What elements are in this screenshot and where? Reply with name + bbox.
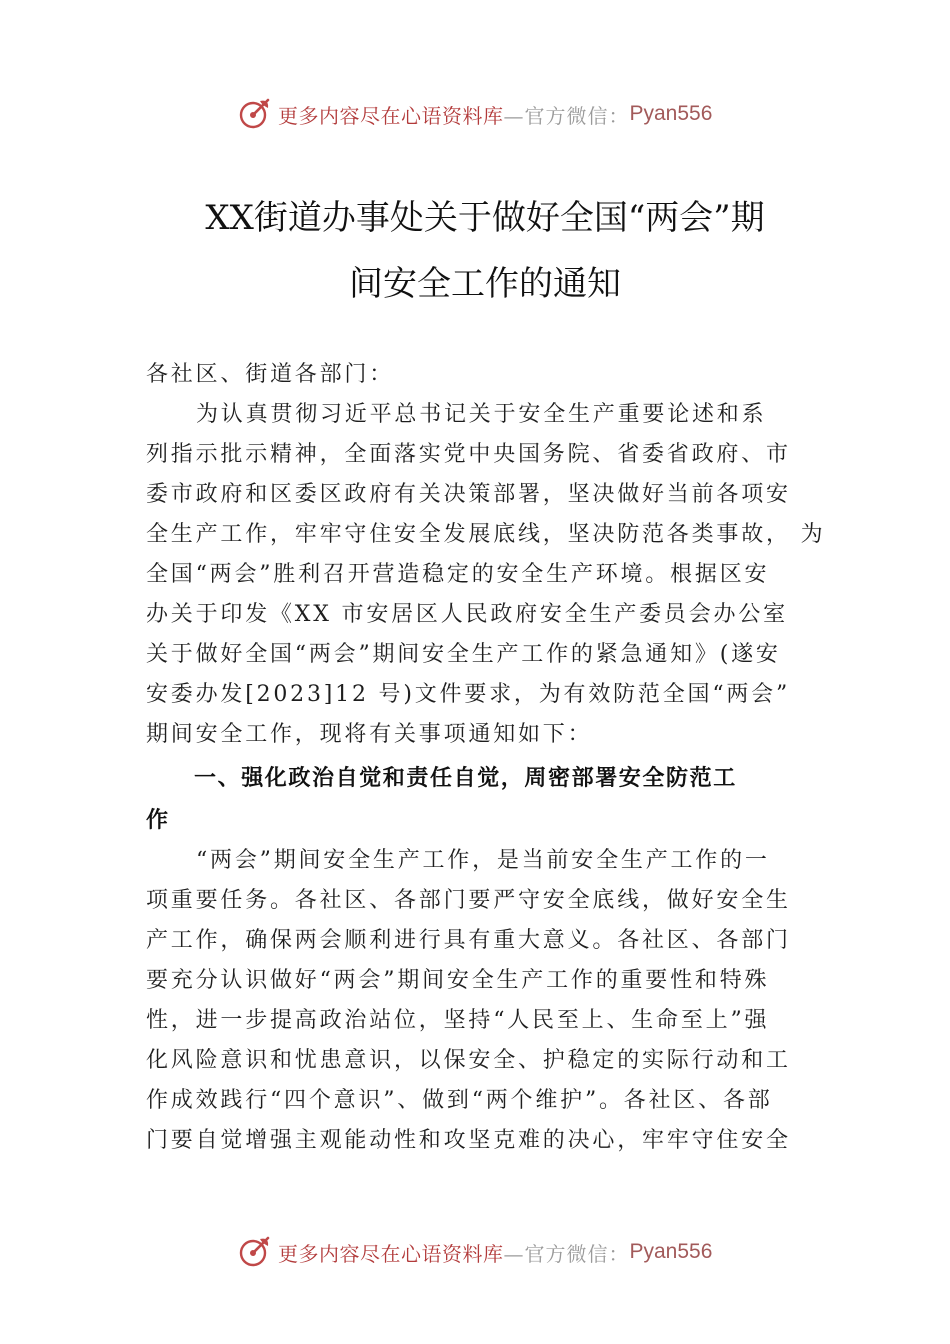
watermark-text: 更多内容尽在心语资料库 xyxy=(278,1241,504,1266)
paragraph-line: 全生产工作，牢牢守住安全发展底线，坚决防范各类事故， 为 xyxy=(146,522,826,547)
paragraph-line: 关于做好全国“两会”期间安全生产工作的紧急通知》(遂安 xyxy=(146,642,781,667)
watermark-header xyxy=(238,96,712,132)
paragraph-line: 项重要任务。各社区、各部门要严守安全底线，做好安全生 xyxy=(146,888,791,913)
section-heading-line-2: 作 xyxy=(146,808,170,833)
section-heading-line-1: 一、强化政治自觉和责任自觉，周密部署安全防范工 xyxy=(194,766,737,791)
watermark-wechat-id: Pyan556 xyxy=(629,102,713,125)
paragraph-line: 要充分认识做好“两会”期间安全生产工作的重要性和特殊 xyxy=(146,968,770,993)
paragraph-line: “两会”期间安全生产工作，是当前安全生产工作的一 xyxy=(196,848,770,873)
document-title-line-1: XX街道办事处关于做好全国“两会”期 xyxy=(205,198,765,238)
paragraph-line: 为认真贯彻习近平总书记关于安全生产重要论述和系 xyxy=(196,402,767,427)
paragraph-line: 委市政府和区委区政府有关决策部署，坚决做好当前各项安 xyxy=(146,482,791,507)
document-title-line-2: 间安全工作的通知 xyxy=(349,264,621,304)
watermark-text: 更多内容尽在心语资料库 xyxy=(278,103,504,128)
quill-logo-icon xyxy=(238,97,272,131)
paragraph-line: 期间安全工作，现将有关事项通知如下： xyxy=(146,722,593,747)
paragraph-line: 列指示批示精神，全面落实党中央国务院、省委省政府、市 xyxy=(146,442,791,467)
paragraph-line: 全国“两会”胜利召开营造稳定的安全生产环境。根据区安 xyxy=(146,562,770,587)
watermark-footer xyxy=(238,1234,712,1270)
paragraph-line: 性，进一步提高政治站位，坚持“人民至上、生命至上”强 xyxy=(146,1008,770,1033)
paragraph-line: 化风险意识和忧患意识，以保安全、护稳定的实际行动和工 xyxy=(146,1048,791,1073)
watermark-wechat-id: Pyan556 xyxy=(629,1240,713,1263)
salutation: 各社区、街道各部门： xyxy=(146,362,395,387)
watermark-separator: —官方微信： xyxy=(503,103,630,128)
watermark-separator: —官方微信： xyxy=(503,1241,630,1266)
paragraph-line: 产工作，确保两会顺利进行具有重大意义。各社区、各部门 xyxy=(146,928,791,953)
quill-logo-icon xyxy=(238,1235,272,1269)
paragraph-line: 门要自觉增强主观能动性和攻坚克难的决心，牢牢守住安全 xyxy=(146,1128,791,1153)
paragraph-line: 作成效践行“四个意识”、做到“两个维护”。各社区、各部 xyxy=(146,1088,773,1113)
paragraph-line: 办关于印发《XX 市安居区人民政府安全生产委员会办公室 xyxy=(146,602,788,627)
paragraph-line: 安委办发[2023]12 号)文件要求，为有效防范全国“两会” xyxy=(146,682,791,707)
